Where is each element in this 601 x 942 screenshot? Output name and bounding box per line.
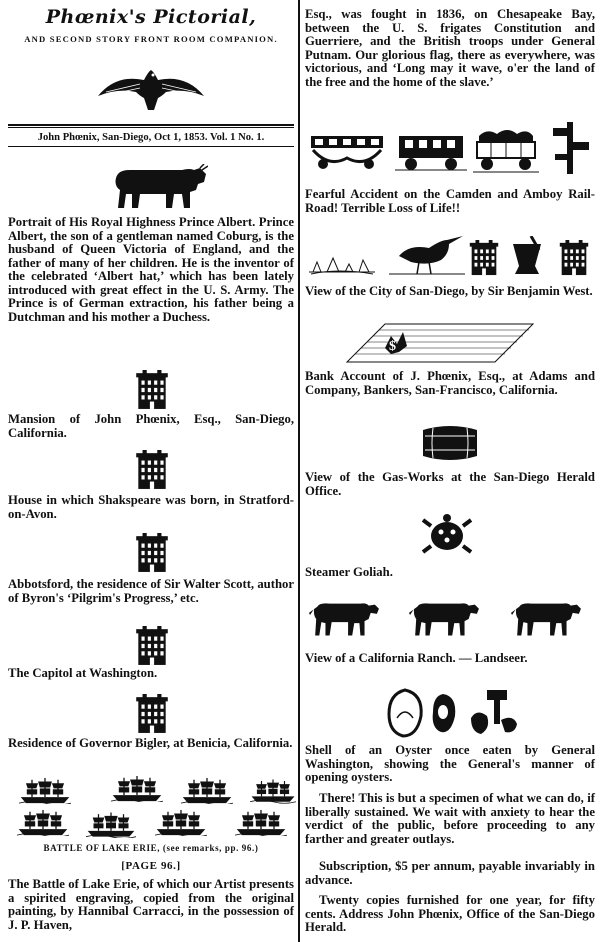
right-column	[305, 0, 595, 942]
bank-account-icon	[345, 322, 535, 364]
steamer-caption: Steamer Goliah.	[305, 565, 393, 579]
mansion-caption: Mansion of John Phœnix, Esq., San-Diego, California.	[8, 412, 294, 440]
mansion-icon	[134, 370, 170, 410]
cow-icon	[409, 596, 481, 638]
hammer-icon	[467, 688, 521, 738]
abbotsford-caption: Abbotsford, the residence of Sir Walter Scott, author of Byron's ‘Pilgrim's Progress,’ etc.	[8, 577, 294, 605]
turtle-icon	[421, 514, 473, 558]
freight-car-icon	[473, 126, 539, 174]
mortar-icon	[509, 236, 545, 276]
oyster-engraving	[385, 688, 525, 740]
dateline: John Phœnix, San-Diego, Oct 1, 1853. Vol. 1 No. 1.	[8, 124, 294, 147]
svg-text:$: $	[389, 339, 396, 354]
shakspeare-caption: House in which Shakspeare was born, in Stratford-on-Avon.	[8, 493, 294, 521]
oyster-caption: Shell of an Oyster once eaten by General Washington, showing the General's manner of opening oysters.	[305, 743, 595, 784]
wrecked-car-icon	[309, 132, 385, 172]
bird-icon	[389, 232, 465, 276]
ship-icon	[16, 810, 70, 836]
bank-account-caption: Bank Account of J. Phœnix, Esq., at Adams and Company, Bankers, San-Francisco, California.	[305, 369, 595, 397]
ship-icon	[250, 778, 296, 804]
ranch-caption: View of a California Ranch. — Landseer.	[305, 651, 528, 665]
albert-paragraph: Portrait of His Royal Highness Prince Albert. Prince Albert, the son of a gentleman named Coburg, is the husband of Queen Victoria of England, and the father of many of her children. He is the inventor of the celebrated ‘Albert hat,’ which has been lately introduced with great effect in the U. S. Army. The Prince is of German extraction, his father being a Dutchman and his mother a Duchess.	[8, 215, 294, 324]
cow-icon	[511, 596, 583, 638]
signal-post-icon	[545, 120, 593, 176]
column-rule	[298, 0, 300, 942]
building-icon	[559, 240, 589, 276]
page-reference: [PAGE 96.]	[121, 860, 181, 872]
oyster-shell-icon	[429, 692, 459, 736]
barrel-icon	[419, 424, 481, 462]
ship-icon	[86, 812, 136, 838]
masthead-subtitle: AND SECOND STORY FRONT ROOM COMPANION.	[24, 34, 278, 44]
ranch-engraving	[307, 594, 593, 640]
subscription-paragraph: Subscription, $5 per annum, payable invariably in advance.	[305, 859, 595, 887]
eagle-icon	[96, 66, 206, 112]
ship-icon	[18, 778, 72, 804]
battle-paragraph: The Battle of Lake Erie, of which our Artist presents a spirited engraving, copied from the original painting, by Hannibal Carracci, in the possession of J. P. Haven,	[8, 877, 294, 932]
left-column	[8, 0, 294, 942]
battle-caption: BATTLE OF LAKE ERIE, (see remarks, pp. 96.)	[43, 843, 259, 853]
san-diego-engraving	[309, 232, 593, 278]
ship-icon	[154, 810, 208, 836]
railroad-engraving	[309, 120, 593, 176]
capitol-icon	[134, 626, 170, 666]
san-diego-caption: View of the City of San-Diego, by Sir Benjamin West.	[305, 284, 593, 298]
abbotsford-icon	[134, 533, 170, 573]
ship-icon	[228, 810, 294, 836]
shakspeare-house-icon	[134, 450, 170, 490]
gas-works-caption: View of the Gas-Works at the San-Diego Herald Office.	[305, 470, 595, 498]
oyster-shell-icon	[385, 688, 425, 738]
bigler-caption: Residence of Governor Bigler, at Benicia, California.	[8, 736, 293, 750]
ship-icon	[110, 776, 164, 802]
building-icon	[469, 240, 499, 276]
rail-car-icon	[395, 130, 467, 172]
town-sketch-icon	[309, 250, 375, 276]
ox-icon	[112, 164, 208, 210]
ship-icon	[180, 778, 234, 804]
battle-engraving	[14, 774, 298, 840]
railroad-accident-caption: Fearful Accident on the Camden and Amboy Rail-Road! Terrible Loss of Life!!	[305, 187, 595, 215]
cow-icon	[309, 596, 381, 638]
bigler-residence-icon	[134, 694, 170, 734]
address-paragraph: Twenty copies furnished for one year, for fifty cents. Address John Phœnix, Office of the San-Diego Herald.	[305, 893, 595, 934]
closing-paragraph: There! This is but a specimen of what we can do, if liberally sustained. We wait with anxiety to hear the verdict of the public, before proceeding to any farther and greater outlays.	[305, 791, 595, 846]
masthead-title: Phœnix's Pictorial,	[45, 6, 257, 28]
capitol-caption: The Capitol at Washington.	[8, 666, 158, 680]
battle-continued-paragraph: Esq., was fought in 1836, on Chesapeake Bay, between the U. S. frigates Constitution and Guerriere, and the British troops under General Putnam. Our glorious flag, there as everywhere, was victorious, and ‘Long may it wave, o'er the land of the free and the home of the slave.’	[305, 7, 595, 89]
